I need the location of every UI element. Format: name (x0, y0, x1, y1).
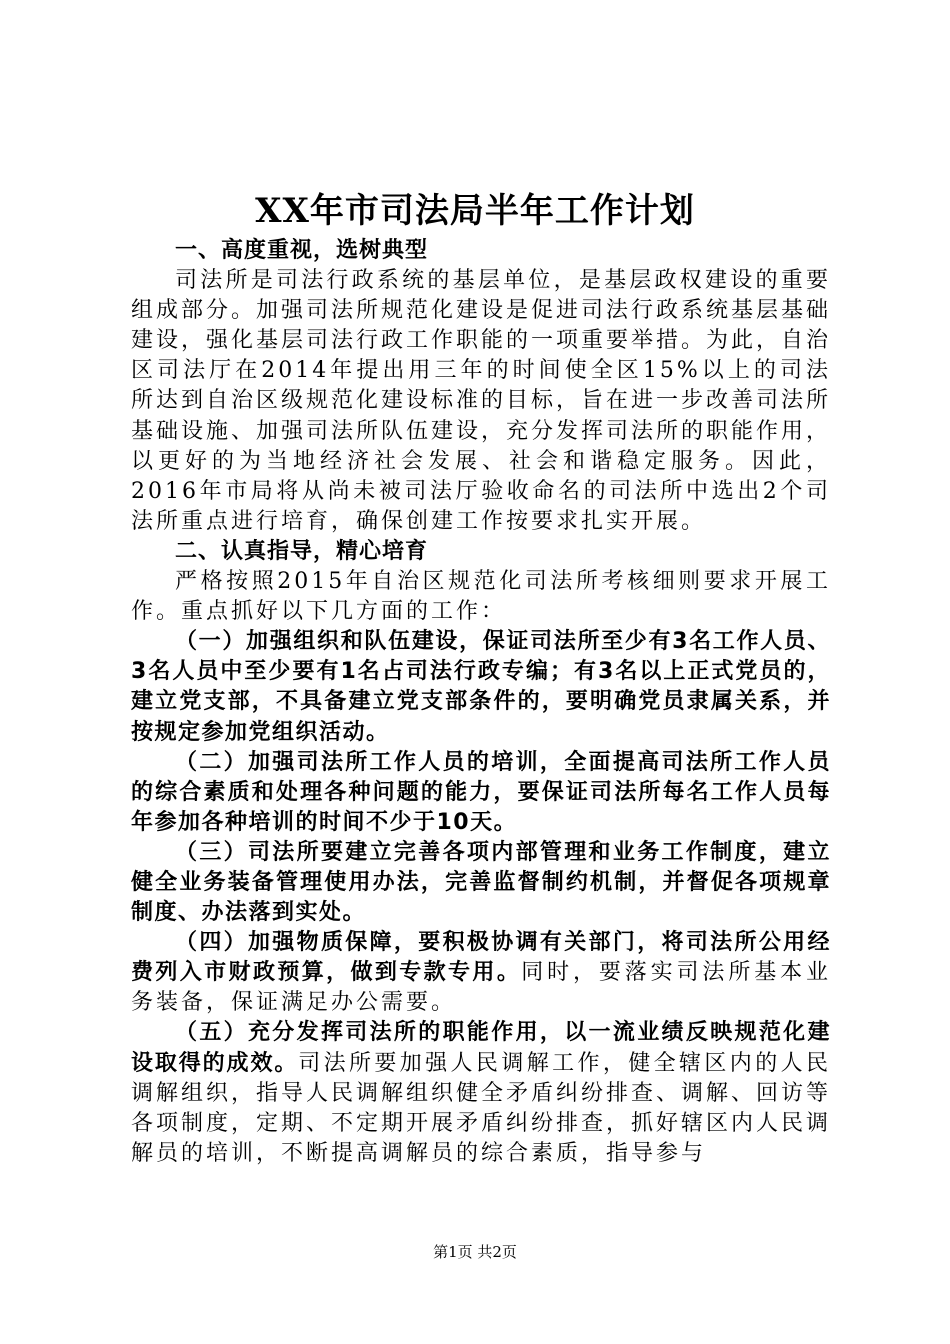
list-item-4 (131, 928, 831, 1018)
list-item-2 (131, 748, 831, 838)
list-item-2-bold: （二）加强司法所工作人员的培训，全面提高司法所工作人员的综合素质和处理各种问题的能力，要保证司法所每名工作人员每年参加各种培训的时间不少于10天。 (131, 749, 831, 835)
list-item-3-bold: （三）司法所要建立完善各项内部管理和业务工作制度，建立健全业务装备管理使用办法，完善监督制约机制，并督促各项规章制度、办法落到实处。 (131, 839, 831, 926)
list-item-1 (131, 627, 831, 747)
document-body (131, 236, 831, 1169)
list-item-3 (131, 838, 831, 928)
section-heading-2: 二、认真指导，精心培育 (175, 538, 429, 564)
list-item-5-rest: 司法所要加强人民调解工作，健全辖区内的人民调解组织，指导人民调解组织健全矛盾纠纷排查、调解、回访等各项制度，定期、不定期开展矛盾纠纷排查，抓好辖区内人民调解员的培训，不断提高调解员的综合素质，指导参与 (131, 1050, 832, 1166)
list-item-5-bold: （五）充分发挥司法所的职能作用，以一流业绩反映规范化建设取得的成效。 (131, 1020, 831, 1076)
section-heading-1: 一、高度重视，选树典型 (175, 238, 429, 263)
page-footer: 第1页 共2页 (433, 1243, 517, 1261)
list-item-5 (131, 1018, 831, 1168)
section-paragraph-2: 严格按照2015年自治区规范化司法所考核细则要求开展工作。重点抓好以下几方面的工作： (131, 569, 831, 625)
list-item-4-rest: 同时，要落实司法所基本业务装备，保证满足办公需要。 (131, 960, 831, 1016)
page-title: XX年市司法局半年工作计划 (255, 191, 695, 231)
list-item-1-bold: （一）加强组织和队伍建设，保证司法所至少有3名工作人员、3名人员中至少要有1名占司法行政专编；有3名以上正式党员的，建立党支部，不具备建立党支部条件的，要明确党员隶属关系，并按规定参加党组织活动。 (131, 629, 831, 745)
list-item-4-bold: （四）加强物质保障，要积极协调有关部门，将司法所公用经费列入市财政预算，做到专款专用。 (131, 930, 831, 986)
section-paragraph-1: 司法所是司法行政系统的基层单位，是基层政权建设的重要组成部分。加强司法所规范化建设是促进司法行政系统基层基础建设，强化基层司法行政工作职能的一项重要举措。为此，自治区司法厅在2014年提出用三年的时间使全区15%以上的司法所达到自治区级规范化建设标准的目标，旨在进一步改善司法所基础设施、加强司法所队伍建设，充分发挥司法所的职能作用，以更好的为当地经济社会发展、社会和谐稳定服务。因此，2016年市局将从尚未被司法厅验收命名的司法所中选出2个司法所重点进行培育，确保创建工作按要求扎实开展。 (131, 268, 832, 534)
